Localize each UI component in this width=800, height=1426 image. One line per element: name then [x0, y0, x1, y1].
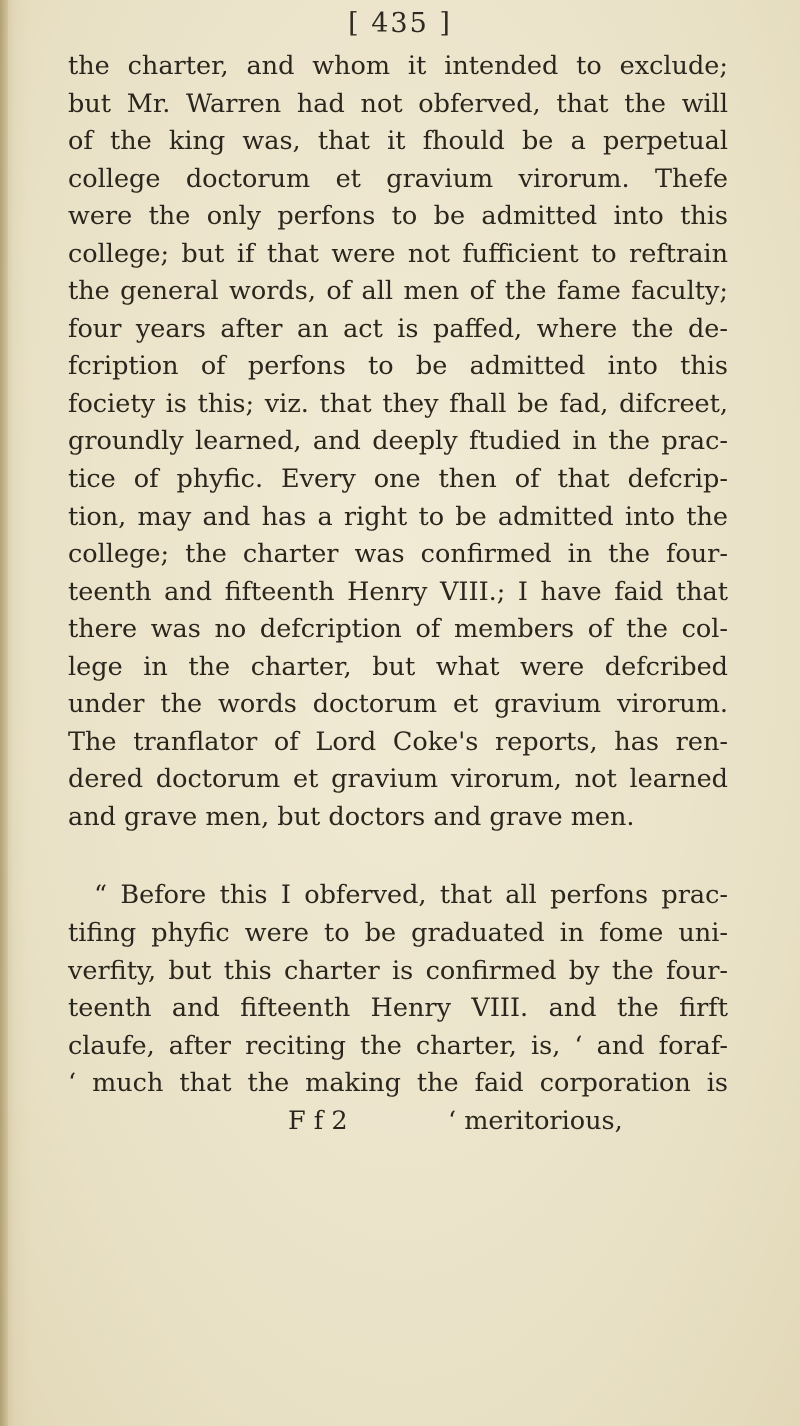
- text-line: fcription of perfons to be admitted into this: [68, 351, 728, 382]
- text-line: there was no defcription of members of the col-: [68, 614, 728, 645]
- text-line: the charter, and whom it intended to exclude;: [68, 51, 728, 81]
- text-line: and grave men, but doctors and grave men.: [68, 801, 635, 832]
- text-line: The tranflator of Lord Coke's reports, has ren-: [68, 726, 728, 757]
- catchword: ‘ meritorious,: [448, 1105, 623, 1136]
- text-line: groundly learned, and deeply ftudied in the prac-: [68, 426, 728, 457]
- page-body: [68, 48, 728, 1140]
- text-line: four years after an act is paffed, where the de-: [68, 313, 728, 344]
- page-binding-edge: [0, 0, 8, 1426]
- text-line: fociety is this; viz. that they fhall be fad, difcreet,: [68, 388, 728, 419]
- paragraph-gap: [68, 836, 728, 877]
- text-line: but Mr. Warren had not obferved, that the will: [68, 88, 728, 119]
- text-line: were the only perfons to be admitted into this: [68, 201, 728, 232]
- paragraph-1: [68, 48, 728, 836]
- signature-mark: F f 2: [288, 1105, 348, 1136]
- text-line: verfity, but this charter is confirmed by the four-: [68, 955, 728, 986]
- text-line: tion, may and has a right to be admitted into the: [68, 501, 728, 532]
- text-line: college doctorum et gravium virorum. Thefe: [68, 163, 728, 194]
- text-line: ‘ much that the making the faid corporation is: [68, 1068, 728, 1099]
- text-line: college; the charter was confirmed in the four-: [68, 539, 728, 570]
- text-line: lege in the charter, but what were defcribed: [68, 651, 728, 682]
- text-line: teenth and fifteenth Henry VIII. and the firft: [68, 993, 728, 1024]
- text-line: college; but if that were not fufficient to reftrain: [68, 238, 728, 269]
- page-footer: [68, 1103, 728, 1141]
- text-line: “ Before this I obferved, that all perfons prac-: [94, 880, 728, 911]
- text-line: tice of phyfic. Every one then of that defcrip-: [68, 464, 728, 495]
- text-line: tifing phyfic were to be graduated in fome uni-: [68, 918, 728, 949]
- text-line: of the king was, that it fhould be a perpetual: [68, 126, 728, 157]
- paragraph-2: [68, 877, 728, 1102]
- text-line: dered doctorum et gravium virorum, not learned: [68, 764, 728, 795]
- text-line: claufe, after reciting the charter, is, ‘ and foraf-: [68, 1030, 728, 1061]
- page-number-header: [ 435 ]: [348, 8, 452, 39]
- text-line: the general words, of all men of the fame faculty;: [68, 276, 728, 307]
- text-line: under the words doctorum et gravium virorum.: [68, 689, 728, 720]
- text-line: teenth and fifteenth Henry VIII.; I have faid that: [68, 576, 728, 607]
